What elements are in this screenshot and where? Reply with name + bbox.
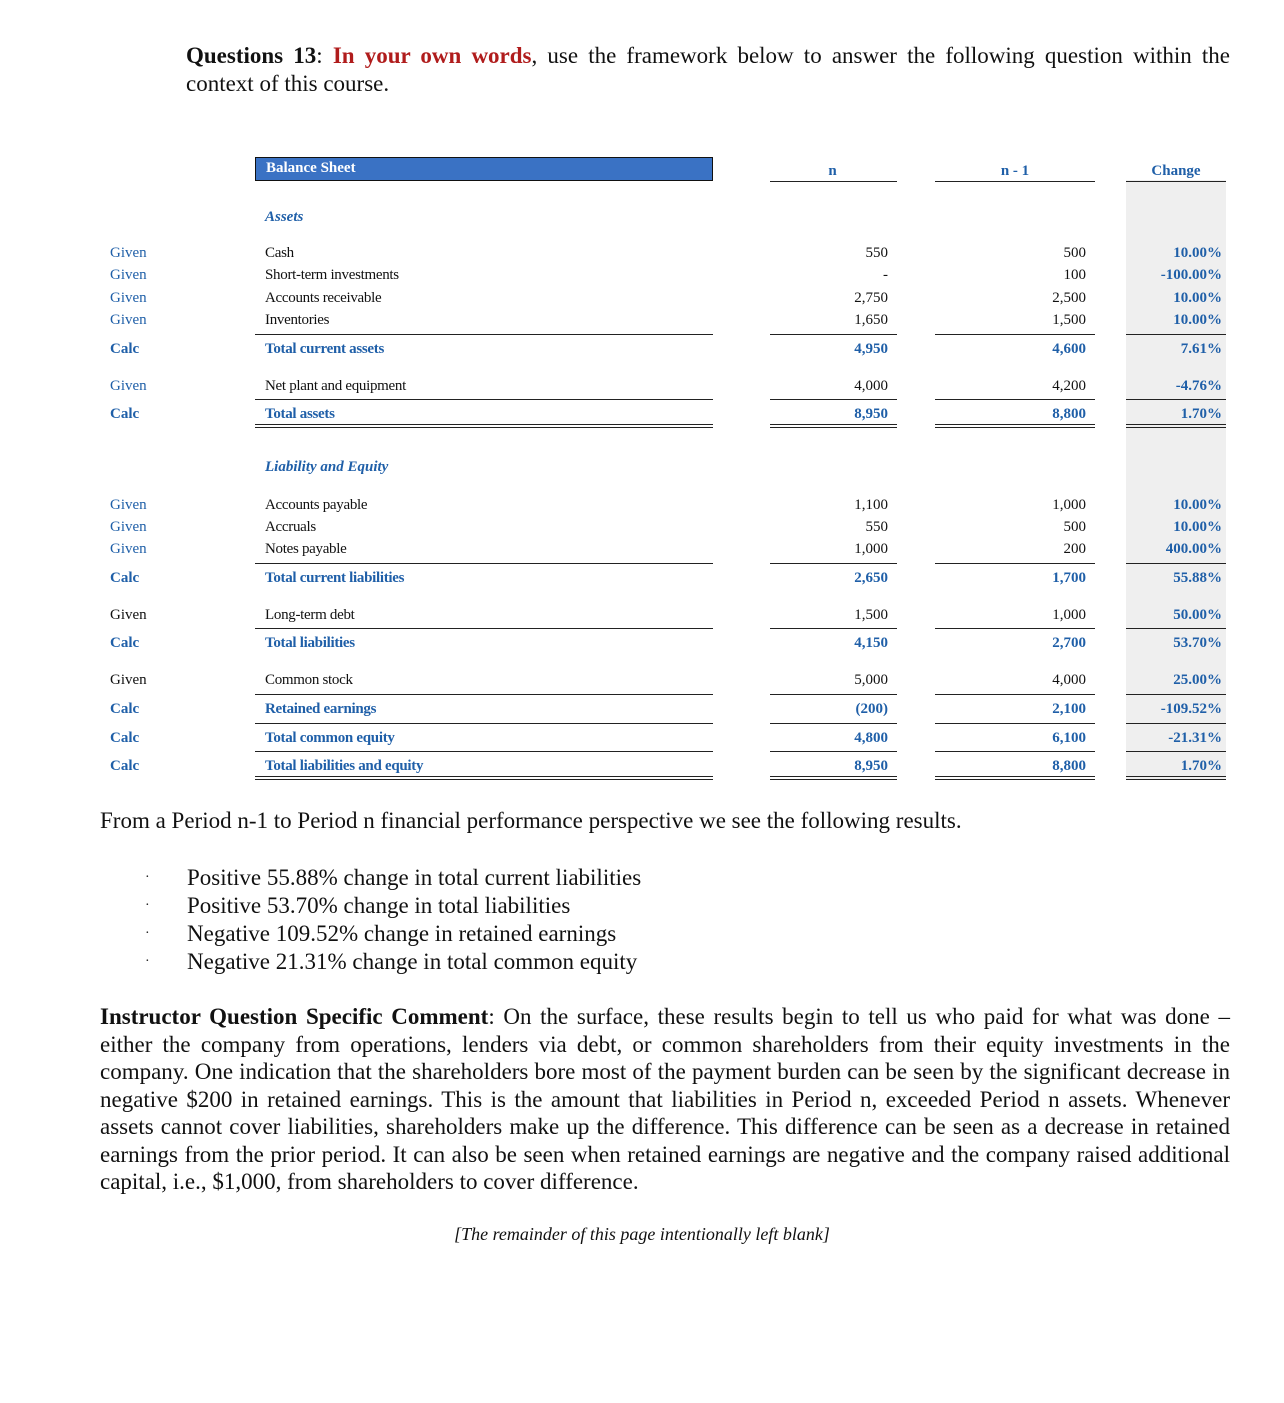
row-rule: [1126, 751, 1226, 752]
row-item-label: Inventories: [265, 312, 330, 328]
row-rule: [255, 399, 713, 400]
row-type-label: Given: [110, 245, 147, 261]
row-item-label: Total current liabilities: [265, 570, 405, 586]
value-period-n: 550: [865, 519, 888, 535]
row-rule: [770, 399, 897, 400]
row-item-label: Accounts payable: [265, 497, 368, 513]
bullet-dot-icon: ·: [145, 954, 150, 969]
question-colon: :: [316, 43, 333, 68]
comment-label: Instructor Question Specific Comment: [100, 1004, 489, 1029]
value-period-n: 4,150: [854, 635, 888, 651]
double-rule: [1126, 776, 1226, 780]
row-item-label: Total liabilities and equity: [265, 758, 424, 774]
value-period-n: 4,800: [854, 730, 888, 746]
row-rule: [255, 694, 713, 695]
value-change: 10.00%: [1173, 497, 1222, 513]
column-header-n-1: n - 1: [1000, 163, 1030, 179]
row-type-label: Given: [110, 378, 147, 394]
value-change: -109.52%: [1160, 701, 1222, 717]
row-rule: [935, 334, 1095, 335]
column-header-rule: [1126, 181, 1226, 182]
row-rule: [255, 751, 713, 752]
value-period-n-1: 6,100: [1052, 730, 1086, 746]
row-type-label: Calc: [110, 730, 140, 746]
remainder-note: [The remainder of this page intentionally left blank]: [454, 1224, 830, 1244]
assets-heading: Assets: [265, 209, 304, 225]
value-period-n: 4,000: [854, 378, 888, 394]
row-type-label: Calc: [110, 701, 140, 717]
value-change: 10.00%: [1173, 290, 1222, 306]
value-period-n-1: 8,800: [1052, 406, 1086, 422]
row-rule: [770, 628, 897, 629]
row-rule: [1126, 334, 1226, 335]
value-period-n: 2,650: [854, 570, 888, 586]
value-period-n-1: 4,000: [1052, 672, 1086, 688]
double-rule: [770, 424, 897, 428]
bullet-dot-icon: ·: [145, 898, 150, 913]
value-change: 1.70%: [1180, 758, 1222, 774]
row-type-label: Given: [110, 497, 147, 513]
double-rule: [255, 776, 713, 780]
value-period-n-1: 1,700: [1052, 570, 1086, 586]
row-item-label: Long-term debt: [265, 607, 355, 623]
value-period-n-1: 2,100: [1052, 701, 1086, 717]
perspective-text: From a Period n-1 to Period n financial performance perspective we see the following results.: [100, 808, 962, 833]
value-period-n-1: 100: [1063, 267, 1086, 283]
value-period-n: 8,950: [854, 758, 888, 774]
value-change: 10.00%: [1173, 519, 1222, 535]
row-rule: [935, 751, 1095, 752]
row-rule: [255, 723, 713, 724]
row-rule: [770, 334, 897, 335]
row-type-label: Given: [110, 312, 147, 328]
row-item-label: Total current assets: [265, 341, 384, 357]
row-rule: [770, 723, 897, 724]
bullet-dot-icon: ·: [145, 870, 150, 885]
value-period-n-1: 1,000: [1052, 607, 1086, 623]
row-rule: [1126, 628, 1226, 629]
row-item-label: Net plant and equipment: [265, 378, 406, 394]
column-header-n: n: [828, 163, 837, 179]
value-period-n: 1,000: [854, 541, 888, 557]
double-rule: [1126, 424, 1226, 428]
value-change: 10.00%: [1173, 245, 1222, 261]
balance-sheet-title: Balance Sheet: [266, 160, 356, 176]
results-list: [145, 864, 641, 976]
value-change: 53.70%: [1173, 635, 1222, 651]
value-change: 10.00%: [1173, 312, 1222, 328]
column-header-rule: [770, 181, 897, 182]
row-rule: [1126, 694, 1226, 695]
row-rule: [935, 694, 1095, 695]
row-item-label: Total common equity: [265, 730, 395, 746]
list-item-text: Negative 21.31% change in total common equity: [187, 949, 638, 974]
column-header-rule: [935, 181, 1095, 182]
row-rule: [770, 694, 897, 695]
value-period-n-1: 2,700: [1052, 635, 1086, 651]
value-change: -100.00%: [1160, 267, 1222, 283]
value-change: 25.00%: [1173, 672, 1222, 688]
list-item: [145, 892, 641, 920]
row-item-label: Common stock: [265, 672, 353, 688]
value-period-n: 5,000: [854, 672, 888, 688]
row-type-label: Calc: [110, 341, 140, 357]
list-item-text: Negative 109.52% change in retained earnings: [187, 921, 617, 946]
column-header-change: Change: [1151, 163, 1201, 179]
value-period-n-1: 8,800: [1052, 758, 1086, 774]
value-change: -4.76%: [1175, 378, 1222, 394]
liability-equity-heading: Liability and Equity: [265, 459, 389, 475]
value-period-n: (200): [855, 701, 888, 717]
list-item-text: Positive 53.70% change in total liabilities: [187, 893, 571, 918]
row-item-label: Total assets: [265, 406, 335, 422]
row-rule: [770, 751, 897, 752]
row-type-label: Given: [110, 672, 147, 688]
row-rule: [935, 723, 1095, 724]
double-rule: [770, 776, 897, 780]
value-change: 55.88%: [1173, 570, 1222, 586]
value-period-n-1: 1,500: [1052, 312, 1086, 328]
value-change: -21.31%: [1168, 730, 1222, 746]
value-period-n-1: 2,500: [1052, 290, 1086, 306]
value-change: 7.61%: [1180, 341, 1222, 357]
row-rule: [770, 563, 897, 564]
row-item-label: Notes payable: [265, 541, 347, 557]
value-period-n: 8,950: [854, 406, 888, 422]
row-rule: [935, 563, 1095, 564]
bullet-dot-icon: ·: [145, 926, 150, 941]
value-period-n-1: 1,000: [1052, 497, 1086, 513]
row-rule: [935, 628, 1095, 629]
row-rule: [255, 563, 713, 564]
row-type-label: Given: [110, 519, 147, 535]
value-period-n-1: 4,600: [1052, 341, 1086, 357]
row-type-label: Calc: [110, 406, 140, 422]
row-item-label: Total liabilities: [265, 635, 355, 651]
balance-sheet-header: [255, 157, 713, 181]
row-type-label: Given: [110, 267, 147, 283]
value-period-n-1: 200: [1063, 541, 1086, 557]
question-label: Questions 13: [186, 43, 317, 68]
instructor-comment: [100, 1003, 1230, 1196]
double-rule: [935, 424, 1095, 428]
value-period-n-1: 4,200: [1052, 378, 1086, 394]
row-rule: [1126, 563, 1226, 564]
comment-text: : On the surface, these results begin to tell us who paid for what was done – either the company from operations, lenders via debt, or common shareholders from their equity investments in the company. One indication that the shareholders bore most of the payment burden can be seen by the significant decrease in negative $200 in retained earnings. This is the amount that liabilities in Period n, exceeded Period n assets. Whenever assets cannot cover liabilities, shareholders make up the difference. This difference can be seen as a decrease in retained earnings from the prior period. It can also be seen when retained earnings are negative and the company raised additional capital, i.e., $1,000, from shareholders to cover difference.: [100, 1004, 1230, 1194]
double-rule: [255, 424, 713, 428]
question-emphasis: In your own words: [332, 43, 532, 68]
list-item: [145, 864, 641, 892]
value-change: 50.00%: [1173, 607, 1222, 623]
list-item: [145, 948, 641, 976]
value-period-n-1: 500: [1063, 245, 1086, 261]
row-type-label: Given: [110, 290, 147, 306]
value-period-n: 550: [865, 245, 888, 261]
row-type-label: Given: [110, 541, 147, 557]
row-type-label: Calc: [110, 758, 140, 774]
row-rule: [1126, 723, 1226, 724]
question-text: , use the framework below to answer the following question within the context of this course.: [186, 43, 1231, 96]
row-item-label: Cash: [265, 245, 294, 261]
value-period-n: 4,950: [854, 341, 888, 357]
value-period-n: 1,500: [854, 607, 888, 623]
value-period-n: -: [883, 267, 888, 283]
row-type-label: Given: [110, 607, 147, 623]
value-period-n: 2,750: [854, 290, 888, 306]
value-change: 1.70%: [1180, 406, 1222, 422]
value-period-n: 1,650: [854, 312, 888, 328]
list-item: [145, 920, 641, 948]
row-type-label: Calc: [110, 570, 140, 586]
row-item-label: Accruals: [265, 519, 316, 535]
row-rule: [1126, 399, 1226, 400]
row-item-label: Retained earnings: [265, 701, 377, 717]
list-item-text: Positive 55.88% change in total current liabilities: [187, 865, 642, 890]
value-change: 400.00%: [1165, 541, 1222, 557]
row-rule: [255, 628, 713, 629]
row-rule: [255, 334, 713, 335]
value-period-n: 1,100: [854, 497, 888, 513]
double-rule: [935, 776, 1095, 780]
row-item-label: Short-term investments: [265, 267, 399, 283]
value-period-n-1: 500: [1063, 519, 1086, 535]
row-rule: [935, 399, 1095, 400]
row-type-label: Calc: [110, 635, 140, 651]
row-item-label: Accounts receivable: [265, 290, 382, 306]
